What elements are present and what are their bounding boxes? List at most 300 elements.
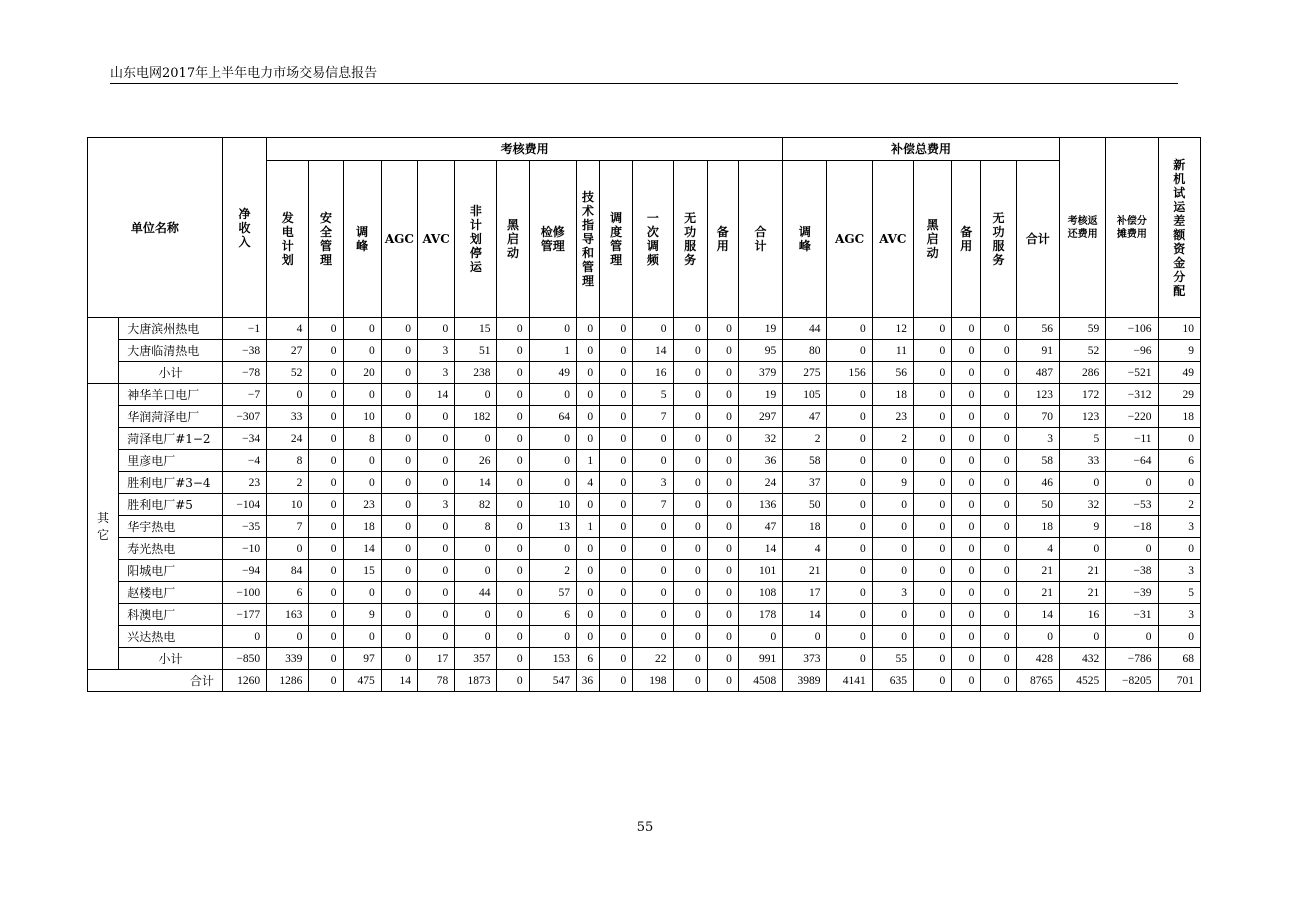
cell-19: 0 [952,340,981,362]
cell-20: 0 [981,362,1016,384]
cell-22: 123 [1059,406,1105,428]
cell-10: 0 [600,516,633,538]
cell-22: 32 [1059,494,1105,516]
cell-14: 101 [738,560,782,582]
cell-24: 10 [1158,318,1200,340]
cell-16: 0 [827,560,872,582]
cell-7: 0 [497,560,529,582]
cell-21: 18 [1016,516,1059,538]
cell-6: 0 [455,428,497,450]
cell-1: 339 [267,648,309,670]
cell-0: −7 [222,384,266,406]
comp-col-3: 黑 启 动 [913,161,951,318]
cell-24: 6 [1158,450,1200,472]
cell-8: 6 [529,604,576,626]
cell-9: 36 [576,670,599,692]
cell-4: 0 [381,450,417,472]
table-row [88,428,1201,450]
cell-1: 1286 [267,670,309,692]
cell-13: 0 [707,582,738,604]
cell-6: 1873 [455,670,497,692]
cell-5: 0 [418,406,455,428]
cell-13: 0 [707,604,738,626]
cell-7: 0 [497,406,529,428]
cell-9: 4 [576,472,599,494]
cell-12: 0 [673,494,707,516]
cell-11: 5 [633,384,673,406]
cell-11: 0 [633,538,673,560]
cell-6: 238 [455,362,497,384]
cell-11: 22 [633,648,673,670]
cell-14: 297 [738,406,782,428]
cell-0: −78 [222,362,266,384]
cell-24: 0 [1158,538,1200,560]
cell-11: 0 [633,582,673,604]
cell-20: 0 [981,670,1016,692]
cell-8: 64 [529,406,576,428]
cell-10: 0 [600,340,633,362]
cell-21: 46 [1016,472,1059,494]
cell-1: 4 [267,318,309,340]
unit-name: 华宇热电 [119,516,223,538]
cell-5: 0 [418,626,455,648]
cell-18: 0 [913,538,951,560]
cell-18: 0 [913,560,951,582]
cell-11: 0 [633,318,673,340]
cell-0: −10 [222,538,266,560]
cell-5: 0 [418,428,455,450]
cell-22: 0 [1059,626,1105,648]
cell-17: 0 [872,538,913,560]
cell-10: 0 [600,428,633,450]
cell-12: 0 [673,406,707,428]
unit-name: 菏泽电厂#1−2 [119,428,223,450]
header-compensation-share: 补偿分摊费用 [1106,138,1158,318]
cell-1: 33 [267,406,309,428]
cell-20: 0 [981,428,1016,450]
ancillary-fee-table [87,137,1201,692]
cell-1: 52 [267,362,309,384]
cell-10: 0 [600,494,633,516]
cell-11: 14 [633,340,673,362]
cell-22: 16 [1059,604,1105,626]
cell-23: 0 [1106,538,1158,560]
cell-21: 8765 [1016,670,1059,692]
cell-13: 0 [707,494,738,516]
assess-col-12: 备 用 [707,161,738,318]
cell-15: 18 [783,516,827,538]
table-row [88,494,1201,516]
cell-0: −104 [222,494,266,516]
cell-24: 5 [1158,582,1200,604]
table-row [88,384,1201,406]
cell-13: 0 [707,516,738,538]
cell-19: 0 [952,582,981,604]
assess-col-13: 合 计 [738,161,782,318]
cell-11: 0 [633,516,673,538]
cell-15: 14 [783,604,827,626]
cell-21: 0 [1016,626,1059,648]
cell-24: 0 [1158,626,1200,648]
cell-8: 57 [529,582,576,604]
cell-19: 0 [952,560,981,582]
cell-15: 373 [783,648,827,670]
cell-24: 701 [1158,670,1200,692]
cell-0: −94 [222,560,266,582]
cell-18: 0 [913,450,951,472]
cell-15: 50 [783,494,827,516]
cell-7: 0 [497,318,529,340]
cell-3: 15 [343,560,381,582]
cell-6: 15 [455,318,497,340]
cell-22: 59 [1059,318,1105,340]
cell-24: 49 [1158,362,1200,384]
cell-4: 0 [381,626,417,648]
cell-2: 0 [309,560,343,582]
cell-0: −1 [222,318,266,340]
table-row [88,582,1201,604]
cell-24: 18 [1158,406,1200,428]
cell-13: 0 [707,318,738,340]
cell-16: 4141 [827,670,872,692]
cell-12: 0 [673,450,707,472]
table-body [88,318,1201,692]
cell-5: 3 [418,494,455,516]
unit-name: 阳城电厂 [119,560,223,582]
cell-14: 32 [738,428,782,450]
cell-14: 178 [738,604,782,626]
assess-col-1: 安 全 管 理 [309,161,343,318]
cell-4: 14 [381,670,417,692]
cell-12: 0 [673,362,707,384]
cell-22: 52 [1059,340,1105,362]
cell-18: 0 [913,626,951,648]
cell-14: 4508 [738,670,782,692]
cell-12: 0 [673,560,707,582]
cell-9: 0 [576,384,599,406]
cell-18: 0 [913,384,951,406]
cell-10: 0 [600,384,633,406]
subtotal-row [88,362,1201,384]
cell-14: 47 [738,516,782,538]
cell-24: 0 [1158,472,1200,494]
cell-6: 182 [455,406,497,428]
cell-22: 21 [1059,582,1105,604]
cell-6: 8 [455,516,497,538]
comp-col-1: AGC [827,161,872,318]
cell-8: 0 [529,626,576,648]
cell-3: 97 [343,648,381,670]
assess-col-4: AVC [418,161,455,318]
table-row [88,516,1201,538]
table-row [88,472,1201,494]
cell-22: 432 [1059,648,1105,670]
cell-21: 21 [1016,560,1059,582]
cell-18: 0 [913,582,951,604]
cell-12: 0 [673,340,707,362]
cell-12: 0 [673,318,707,340]
cell-0: 23 [222,472,266,494]
unit-name: 神华羊口电厂 [119,384,223,406]
cell-23: −38 [1106,560,1158,582]
cell-0: −177 [222,604,266,626]
cell-10: 0 [600,472,633,494]
cell-1: 6 [267,582,309,604]
cell-4: 0 [381,472,417,494]
cell-6: 0 [455,384,497,406]
header-compensation-fees: 补偿总费用 [783,138,1060,161]
cell-1: 24 [267,428,309,450]
cell-18: 0 [913,494,951,516]
cell-8: 0 [529,318,576,340]
cell-3: 0 [343,384,381,406]
cell-23: −786 [1106,648,1158,670]
comp-col-4: 备 用 [952,161,981,318]
cell-8: 0 [529,472,576,494]
cell-6: 357 [455,648,497,670]
cell-5: 0 [418,604,455,626]
header-assessment-fees: 考核费用 [267,138,783,161]
table-row [88,450,1201,472]
cell-19: 0 [952,428,981,450]
cell-24: 29 [1158,384,1200,406]
cell-24: 3 [1158,560,1200,582]
cell-19: 0 [952,604,981,626]
cell-19: 0 [952,516,981,538]
cell-18: 0 [913,318,951,340]
cell-7: 0 [497,626,529,648]
cell-11: 3 [633,472,673,494]
cell-24: 0 [1158,428,1200,450]
table-row [88,340,1201,362]
cell-3: 0 [343,472,381,494]
cell-16: 0 [827,450,872,472]
cell-10: 0 [600,538,633,560]
cell-20: 0 [981,582,1016,604]
assess-col-9: 调 度 管 理 [600,161,633,318]
cell-5: 0 [418,318,455,340]
header-new-unit-allocation: 新 机 试 运 差 额 资 金 分 配 [1158,138,1200,318]
cell-2: 0 [309,516,343,538]
cell-20: 0 [981,538,1016,560]
cell-10: 0 [600,318,633,340]
cell-11: 7 [633,494,673,516]
cell-16: 0 [827,582,872,604]
cell-9: 0 [576,494,599,516]
cell-15: 17 [783,582,827,604]
cell-9: 0 [576,406,599,428]
cell-17: 12 [872,318,913,340]
cell-7: 0 [497,538,529,560]
cell-20: 0 [981,384,1016,406]
cell-16: 0 [827,472,872,494]
cell-14: 108 [738,582,782,604]
cell-22: 21 [1059,560,1105,582]
cell-17: 0 [872,604,913,626]
comp-col-5: 无 功 服 务 [981,161,1016,318]
cell-1: 0 [267,626,309,648]
cell-4: 0 [381,560,417,582]
cell-5: 0 [418,538,455,560]
cell-3: 8 [343,428,381,450]
cell-23: −53 [1106,494,1158,516]
cell-6: 0 [455,560,497,582]
cell-17: 18 [872,384,913,406]
subtotal-label: 小计 [119,362,223,384]
cell-22: 5 [1059,428,1105,450]
cell-8: 153 [529,648,576,670]
cell-3: 0 [343,582,381,604]
cell-12: 0 [673,604,707,626]
cell-5: 3 [418,340,455,362]
cell-19: 0 [952,362,981,384]
report-header-title: 山东电网2017年上半年电力市场交易信息报告 [110,66,378,81]
cell-10: 0 [600,406,633,428]
cell-3: 10 [343,406,381,428]
header-net-income: 净 收 入 [222,138,266,318]
cell-17: 0 [872,560,913,582]
cell-13: 0 [707,472,738,494]
comp-col-2: AVC [872,161,913,318]
cell-10: 0 [600,670,633,692]
cell-18: 0 [913,604,951,626]
cell-10: 0 [600,450,633,472]
table-row [88,318,1201,340]
cell-8: 1 [529,340,576,362]
cell-8: 0 [529,384,576,406]
cell-8: 0 [529,538,576,560]
cell-4: 0 [381,384,417,406]
cell-17: 0 [872,450,913,472]
cell-19: 0 [952,450,981,472]
cell-10: 0 [600,362,633,384]
cell-16: 0 [827,340,872,362]
cell-17: 11 [872,340,913,362]
cell-0: −35 [222,516,266,538]
cell-13: 0 [707,626,738,648]
cell-20: 0 [981,516,1016,538]
cell-14: 19 [738,318,782,340]
cell-16: 0 [827,604,872,626]
cell-5: 17 [418,648,455,670]
cell-10: 0 [600,582,633,604]
cell-7: 0 [497,472,529,494]
cell-23: −11 [1106,428,1158,450]
cell-3: 20 [343,362,381,384]
unit-name: 大唐临清热电 [119,340,223,362]
cell-10: 0 [600,560,633,582]
cell-4: 0 [381,538,417,560]
cell-23: −220 [1106,406,1158,428]
assess-col-8: 技 术 指 导 和 管 理 [576,161,599,318]
cell-12: 0 [673,472,707,494]
cell-7: 0 [497,494,529,516]
cell-9: 0 [576,428,599,450]
cell-10: 0 [600,626,633,648]
cell-2: 0 [309,362,343,384]
cell-4: 0 [381,406,417,428]
cell-7: 0 [497,648,529,670]
subtotal-row [88,648,1201,670]
cell-20: 0 [981,406,1016,428]
cell-15: 47 [783,406,827,428]
cell-1: 2 [267,472,309,494]
cell-14: 36 [738,450,782,472]
cell-17: 635 [872,670,913,692]
cell-9: 0 [576,604,599,626]
cell-21: 56 [1016,318,1059,340]
cell-2: 0 [309,494,343,516]
cell-7: 0 [497,384,529,406]
cell-23: −96 [1106,340,1158,362]
table-row [88,560,1201,582]
cell-3: 0 [343,340,381,362]
cell-6: 26 [455,450,497,472]
assess-col-3: AGC [381,161,417,318]
cell-17: 2 [872,428,913,450]
cell-15: 2 [783,428,827,450]
cell-21: 428 [1016,648,1059,670]
cell-8: 2 [529,560,576,582]
cell-3: 0 [343,450,381,472]
cell-14: 991 [738,648,782,670]
cell-11: 0 [633,450,673,472]
assess-col-0: 发 电 计 划 [267,161,309,318]
cell-0: −100 [222,582,266,604]
cell-2: 0 [309,406,343,428]
cell-12: 0 [673,538,707,560]
cell-4: 0 [381,582,417,604]
cell-18: 0 [913,340,951,362]
cell-9: 0 [576,582,599,604]
cell-3: 18 [343,516,381,538]
cell-21: 58 [1016,450,1059,472]
cell-22: 9 [1059,516,1105,538]
page-number: 55 [636,820,654,835]
cell-9: 6 [576,648,599,670]
cell-1: 7 [267,516,309,538]
cell-2: 0 [309,384,343,406]
cell-18: 0 [913,428,951,450]
cell-15: 21 [783,560,827,582]
cell-6: 14 [455,472,497,494]
unit-name: 胜利电厂#5 [119,494,223,516]
cell-14: 379 [738,362,782,384]
cell-5: 0 [418,560,455,582]
cell-15: 37 [783,472,827,494]
cell-19: 0 [952,318,981,340]
cell-17: 56 [872,362,913,384]
cell-13: 0 [707,384,738,406]
cell-2: 0 [309,582,343,604]
cell-14: 0 [738,626,782,648]
cell-13: 0 [707,340,738,362]
cell-3: 0 [343,626,381,648]
cell-14: 136 [738,494,782,516]
table-row [88,604,1201,626]
cell-11: 0 [633,626,673,648]
cell-11: 16 [633,362,673,384]
assess-col-2: 调 峰 [343,161,381,318]
cell-12: 0 [673,648,707,670]
cell-11: 0 [633,428,673,450]
unit-name: 胜利电厂#3−4 [119,472,223,494]
cell-14: 19 [738,384,782,406]
cell-24: 3 [1158,516,1200,538]
cell-21: 4 [1016,538,1059,560]
cell-19: 0 [952,626,981,648]
header-unit-name: 单位名称 [88,138,223,318]
